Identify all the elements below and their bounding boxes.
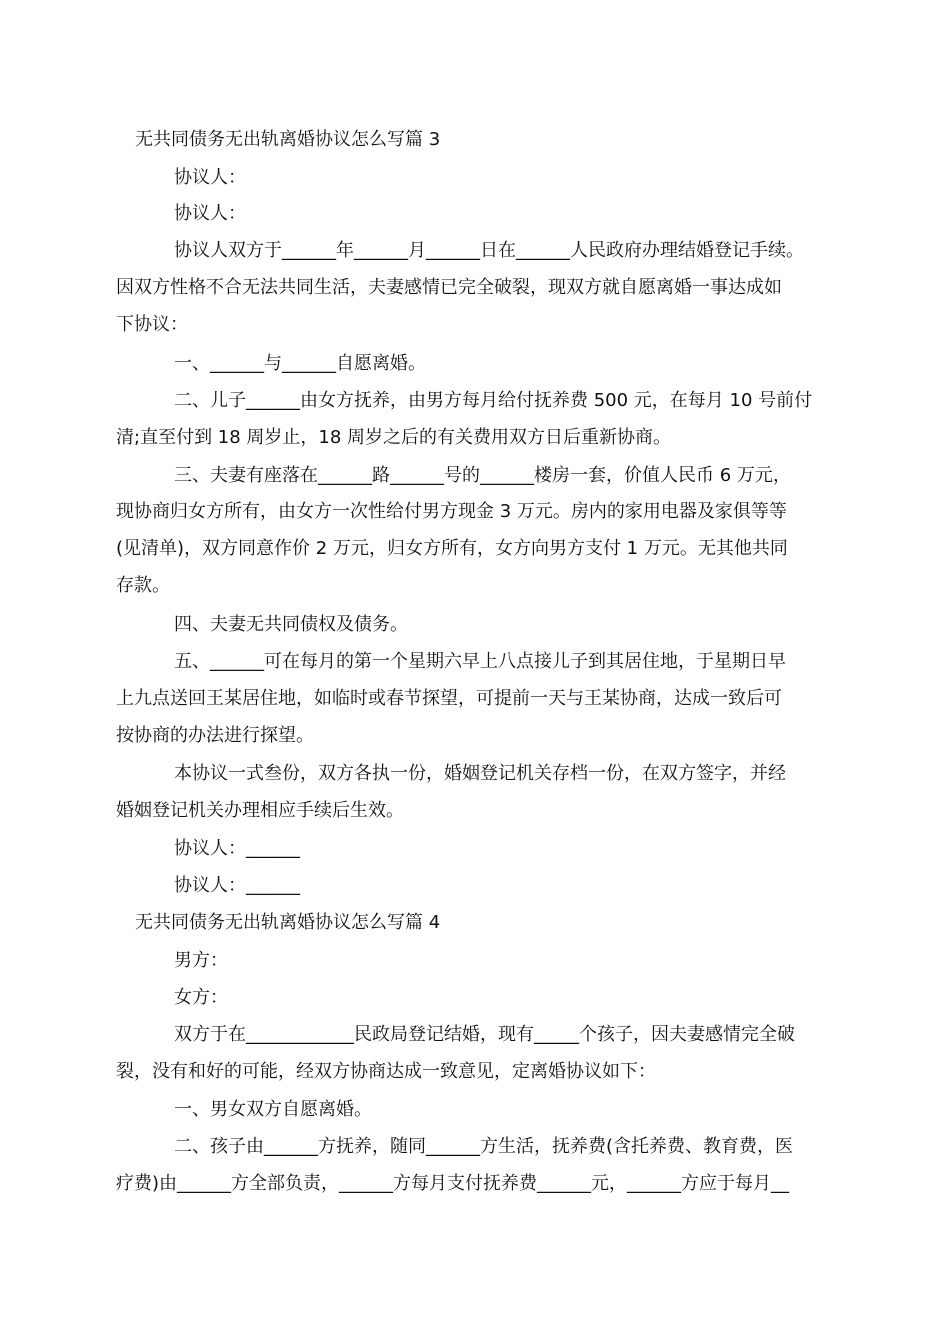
paragraph-line: 婚姻登记机关办理相应手续后生效。	[116, 800, 404, 821]
clause-line: 三、夫妻有座落在______路______号的______楼房一套，价值人民币 6 万元，	[174, 465, 791, 486]
clause-line: 按协商的办法进行探望。	[116, 725, 314, 746]
clause-line: 四、夫妻无共同债权及债务。	[174, 614, 408, 635]
signature-line: 协议人：______	[174, 875, 300, 896]
clause-line: 一、______与______自愿离婚。	[174, 353, 426, 374]
paragraph-line: 因双方性格不合无法共同生活，夫妻感情已完全破裂，现双方就自愿离婚一事达成如	[116, 277, 782, 298]
party-label: 协议人：	[174, 167, 246, 188]
clause-line: 五、______可在每月的第一个星期六早上八点接儿子到其居住地，于星期日早	[174, 651, 786, 672]
paragraph-line: 裂，没有和好的可能，经双方协商达成一致意见，定离婚协议如下：	[116, 1061, 656, 1082]
clause-line: 二、儿子______由女方抚养，由男方每月给付抚养费 500 元，在每月 10 号前付	[174, 390, 813, 411]
paragraph-line: 本协议一式叁份，双方各执一份，婚姻登记机关存档一份，在双方签字，并经	[174, 763, 786, 784]
section-title: 无共同债务无出轨离婚协议怎么写篇 4	[135, 912, 441, 933]
signature-line: 协议人：______	[174, 838, 300, 859]
clause-line: (见清单)，双方同意作价 2 万元，归女方所有，女方向男方支付 1 万元。无其他共同	[116, 538, 788, 559]
paragraph-line: 协议人双方于______年______月______日在______人民政府办理结婚登记手续。	[174, 240, 804, 261]
paragraph-line: 下协议：	[116, 314, 188, 335]
clause-line: 清;直至付到 18 周岁止，18 周岁之后的有关费用双方日后重新协商。	[116, 427, 672, 448]
section-title: 无共同债务无出轨离婚协议怎么写篇 3	[135, 129, 441, 150]
clause-line: 二、孩子由______方抚养，随同______方生活，抚养费(含托养费、教育费，医	[174, 1136, 794, 1157]
party-label: 男方：	[174, 950, 228, 971]
party-label: 协议人：	[174, 203, 246, 224]
party-label: 女方：	[174, 987, 228, 1008]
clause-line: 一、男女双方自愿离婚。	[174, 1099, 372, 1120]
paragraph-line: 双方于在____________民政局登记结婚，现有_____个孩子，因夫妻感情完全破	[174, 1024, 795, 1045]
clause-line: 现协商归女方所有，由女方一次性给付男方现金 3 万元。房内的家用电器及家俱等等	[116, 501, 787, 522]
clause-line: 疗费)由______方全部负责，______方每月支付抚养费______元，______方应于每月__	[116, 1173, 790, 1194]
clause-line: 存款。	[116, 575, 170, 596]
clause-line: 上九点送回王某居住地，如临时或春节探望，可提前一天与王某协商，达成一致后可	[116, 688, 782, 709]
